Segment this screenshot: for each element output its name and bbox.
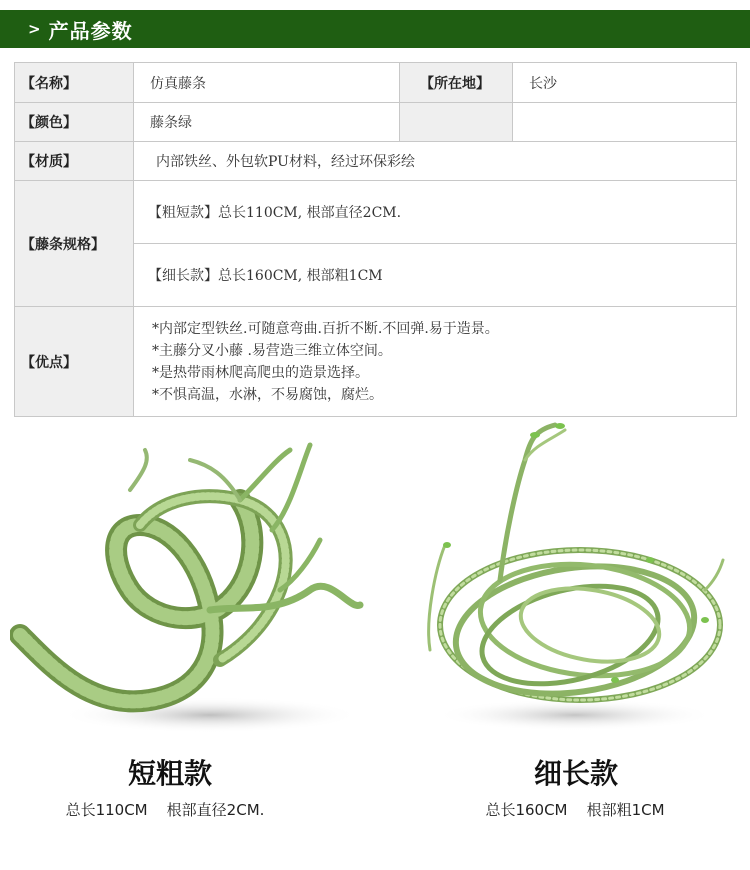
table-row [15,181,737,307]
spec-value-cell [134,181,737,307]
product-title-long: 细长款 [533,757,618,790]
location-value: 长沙 [513,63,737,103]
section-header [0,10,750,48]
advantage-item: *不惧高温，水淋，不易腐蚀，腐烂。 [152,386,383,403]
table-row [15,307,737,417]
section-title: 产品参数 [48,18,133,43]
vine-thin-long-image [405,420,725,740]
advantage-value-cell [134,307,737,417]
location-label: 【所在地】 [400,63,513,103]
color-label: 【颜色】 [15,103,134,142]
material-value: 内部铁丝、外包软PU材料，经过环保彩绘 [134,142,737,181]
spec-line-short: 【粗短款】总长110CM, 根部直径2CM. [148,205,402,221]
empty-cell [400,103,513,142]
product-spec-long: 总长160CM 根部粗1CM [485,801,665,819]
name-value: 仿真藤条 [134,63,400,103]
color-value: 藤条绿 [134,103,400,142]
advantage-item: *内部定型铁丝.可随意弯曲.百折不断.不回弹.易于造景。 [152,320,499,337]
chevron-right-icon: > [28,20,41,38]
name-label: 【名称】 [15,63,134,103]
product-title-short: 短粗款 [127,757,212,790]
spec-label: 【藤条规格】 [15,181,134,307]
table-row [15,103,737,142]
table-row [15,63,737,103]
advantage-item: *主藤分叉小藤 .易营造三维立体空间。 [152,342,392,359]
advantage-item: *是热带雨林爬高爬虫的造景选择。 [152,364,369,381]
table-row [15,142,737,181]
product-params-table [14,62,737,417]
advantage-label: 【优点】 [15,307,134,417]
empty-cell [513,103,737,142]
product-spec-short: 总长110CM 根部直径2CM. [65,801,265,819]
material-label: 【材质】 [15,142,134,181]
spec-line-long: 【细长款】总长160CM, 根部粗1CM [134,243,736,306]
vine-short-thick-image [10,430,370,740]
